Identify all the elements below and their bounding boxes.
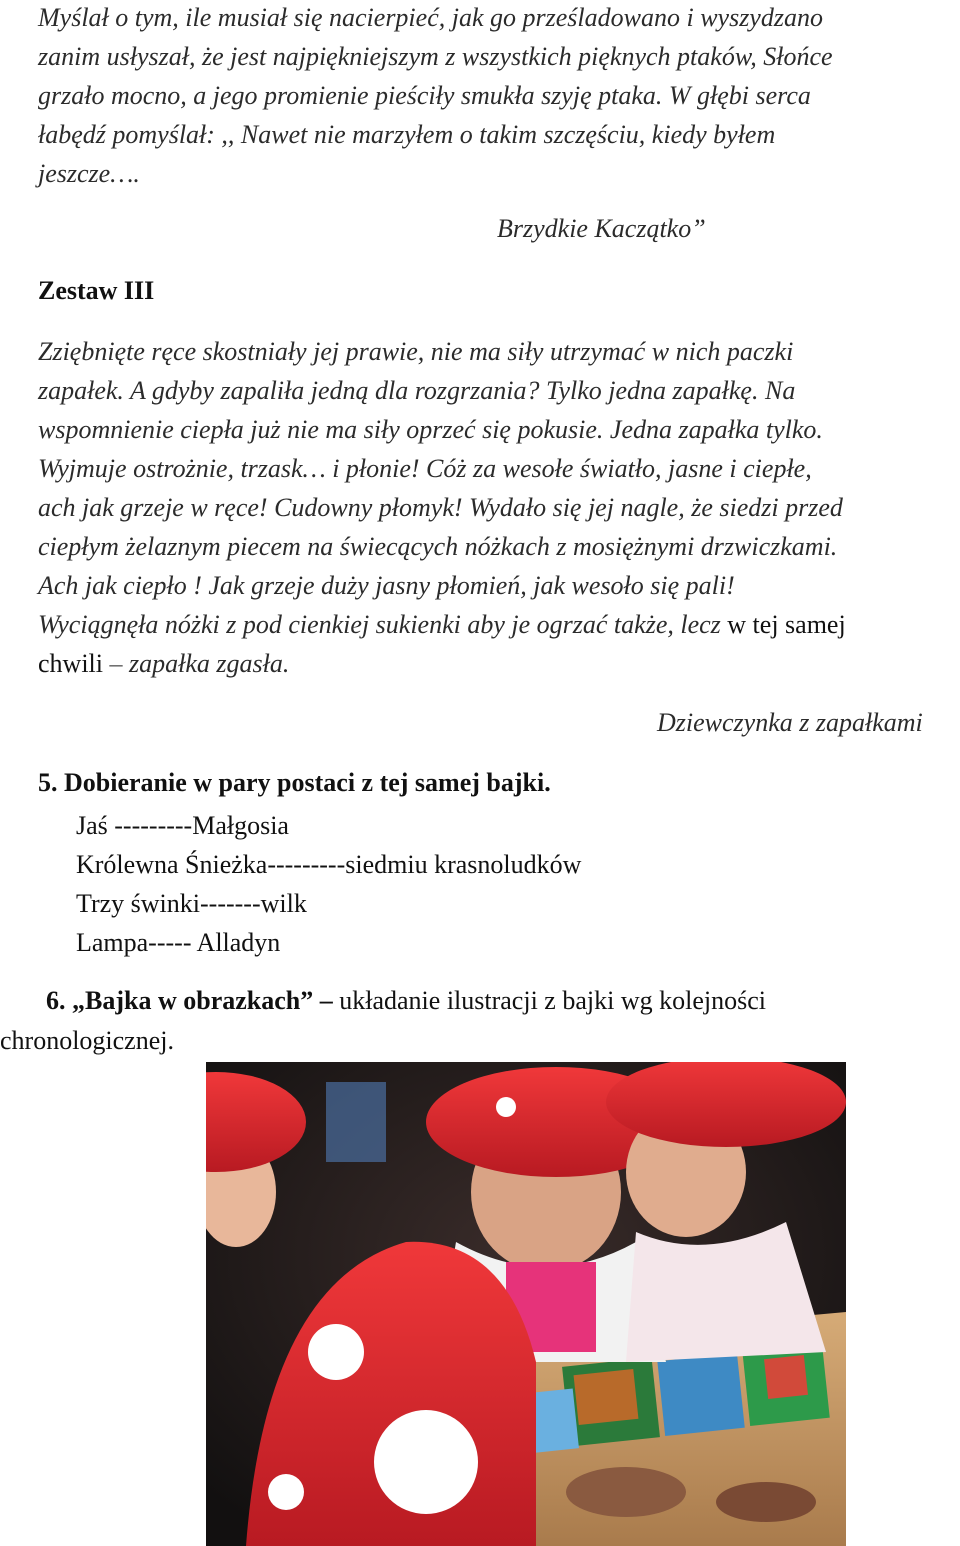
text-line: łabędź pomyślał: ,, Nawet nie marzyłem o takim szczęściu, kiedy byłem <box>38 120 776 149</box>
section-6-dash: – <box>313 986 340 1015</box>
text-line <box>38 644 846 683</box>
photo-illustration <box>206 1062 846 1546</box>
pairs-list <box>76 806 581 962</box>
text-segment-upright: w tej samej <box>727 610 846 639</box>
section-6-line <box>46 986 766 1016</box>
text-line: jeszcze…. <box>38 159 140 188</box>
text-line: ach jak grzeje w ręce! Cudowny płomyk! Wydało się jej nagle, że siedzi przed <box>38 493 843 522</box>
section-6-rest: układanie ilustracji z bajki wg kolejności <box>339 986 766 1015</box>
signature-brzydkie-kaczatko: Brzydkie Kaczątko” <box>497 214 706 243</box>
text-line: Zziębnięte ręce skostniały jej prawie, nie ma siły utrzymać w nich paczki <box>38 337 794 366</box>
list-item: Lampa----- Alladyn <box>76 928 281 957</box>
section-5-heading: 5. Dobieranie w pary postaci z tej samej bajki. <box>38 768 551 797</box>
text-line <box>38 605 846 644</box>
text-dash: – <box>103 649 129 678</box>
text-segment: Wyciągnęła nóżki z pod cienkiej sukienki aby je ogrzać także, lecz <box>38 610 721 639</box>
text-line: Ach jak ciepło ! Jak grzeje duży jasny płomień, jak wesoło się pali! <box>38 571 735 600</box>
text-line: Wyjmuje ostrożnie, trzask… i płonie! Cóż za wesołe światło, jasne i ciepłe, <box>38 454 812 483</box>
text-line: grzało mocno, a jego promienie pieściły smukła szyję ptaka. W głębi serca <box>38 81 811 110</box>
list-item: Trzy świnki-------wilk <box>76 889 307 918</box>
text-line: wspomnienie ciepła już nie ma siły oprzeć się pokusie. Jedna zapałka tylko. <box>38 415 823 444</box>
text-line: zanim usłyszał, że jest najpiękniejszym z wszystkich pięknych ptaków, Słońce <box>38 42 833 71</box>
list-item: Jaś ---------Małgosia <box>76 811 289 840</box>
text-line: zapałek. A gdyby zapaliła jedną dla rozgrzania? Tylko jedna zapałkę. Na <box>38 376 796 405</box>
text-line: Myślał o tym, ile musiał się nacierpieć, jak go prześladowano i wyszydzano <box>38 3 823 32</box>
section-6-title: „Bajka w obrazkach” <box>72 986 314 1015</box>
section-6-number: 6. <box>46 986 66 1015</box>
second-paragraph <box>38 332 846 683</box>
text-line: ciepłym żelaznym piecem na świecących nóżkach z mosiężnymi drzwiczkami. <box>38 532 838 561</box>
text-segment: zapałka zgasła. <box>129 649 290 678</box>
text-segment-upright: chwili <box>38 649 103 678</box>
signature-dziewczynka: Dziewczynka z zapałkami <box>657 708 923 737</box>
section-6-continuation: chronologicznej. <box>0 1026 174 1055</box>
top-paragraph <box>38 0 833 193</box>
set-heading: Zestaw III <box>38 276 155 305</box>
photo-children-mushroom-hats <box>206 1062 846 1546</box>
list-item: Królewna Śnieżka---------siedmiu krasnoludków <box>76 850 582 879</box>
